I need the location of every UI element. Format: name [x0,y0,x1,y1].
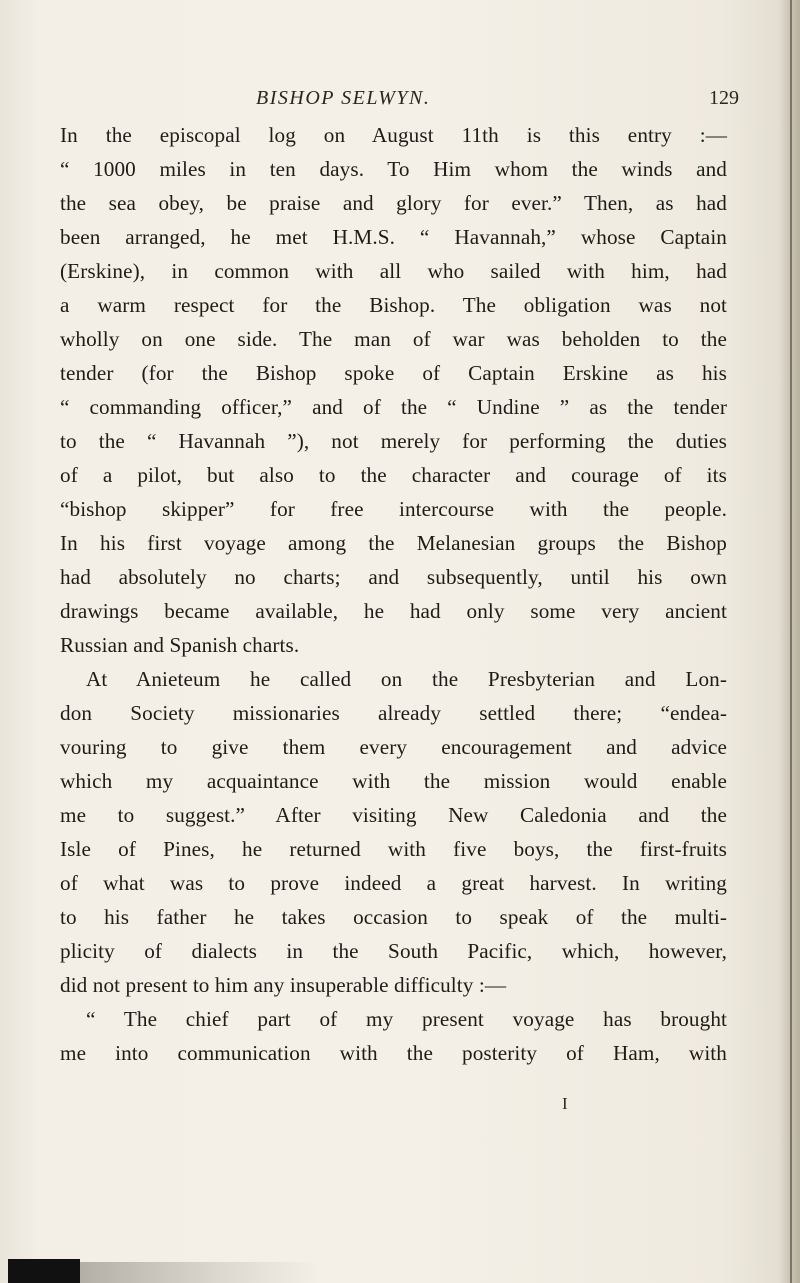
text-line: “ 1000 miles in ten days. To Him whom the winds and [60,157,727,181]
text-line: Russian and Spanish charts. [60,633,300,657]
text-line: “ The chief part of my present voyage has brought [86,1007,727,1031]
text-line: don Society missionaries already settled there; “endea- [60,701,727,725]
text-line: (Erskine), in common with all who sailed with him, had [60,259,727,283]
page-header [0,87,800,117]
page-number: 129 [709,87,739,109]
text-line: In his first voyage among the Melanesian groups the Bishop [60,531,727,555]
text-line: did not present to him any insuperable difficulty :— [60,973,507,997]
text-line: At Anieteum he called on the Presbyterian and Lon- [86,667,727,691]
signature-mark: I [562,1094,568,1113]
text-line: of what was to prove indeed a great harvest. In writing [60,871,727,895]
text-line: “bishop skipper” for free intercourse with the people. [60,497,727,521]
text-line: to his father he takes occasion to speak of the multi- [60,905,727,929]
scan-smudge [80,1262,320,1283]
text-line: wholly on one side. The man of war was beholden to the [60,327,727,351]
body-text [60,118,727,1070]
text-line: Isle of Pines, he returned with five boys, the first-fruits [60,837,727,861]
text-line: had absolutely no charts; and subsequently, until his own [60,565,727,589]
text-line: tender (for the Bishop spoke of Captain Erskine as his [60,361,727,385]
text-line: of a pilot, but also to the character and courage of its [60,463,727,487]
page-edge-line [790,0,792,1283]
text-line: plicity of dialects in the South Pacific, which, however, [60,939,727,963]
text-line: me to suggest.” After visiting New Caledonia and the [60,803,727,827]
text-line: drawings became available, he had only some very ancient [60,599,727,623]
text-line: the sea obey, be praise and glory for ever.” Then, as had [60,191,727,215]
text-line: “ commanding officer,” and of the “ Undine ” as the tender [60,395,727,419]
text-line: been arranged, he met H.M.S. “ Havannah,” whose Captain [60,225,727,249]
text-line: me into communication with the posterity of Ham, with [60,1041,727,1065]
text-line: vouring to give them every encouragement and advice [60,735,727,759]
text-line: which my acquaintance with the mission would enable [60,769,727,793]
running-head: BISHOP SELWYN. [256,87,431,109]
text-line: a warm respect for the Bishop. The obligation was not [60,293,727,317]
text-line: to the “ Havannah ”), not merely for performing the duties [60,429,727,453]
text-line: In the episcopal log on August 11th is this entry :— [60,123,727,147]
page-binding-edge [778,0,800,1283]
scan-edge-mark [8,1259,80,1283]
